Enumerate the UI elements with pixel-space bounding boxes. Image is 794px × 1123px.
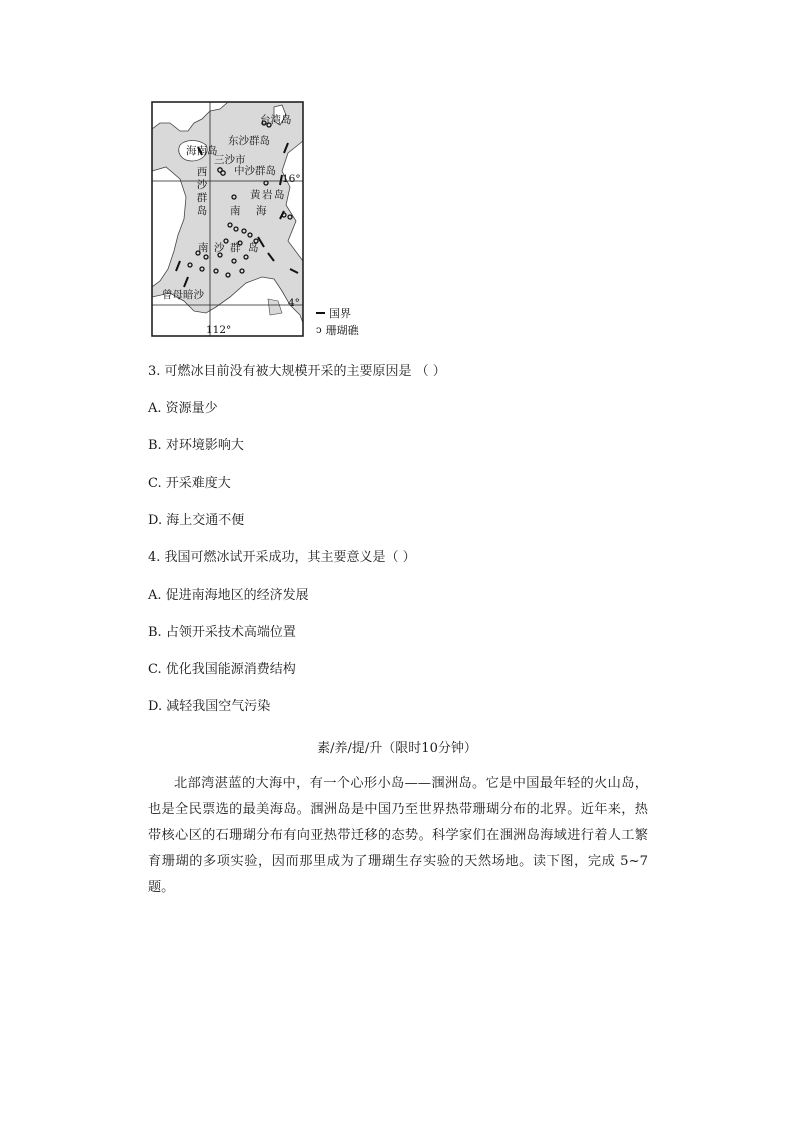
section-title: 素/养/提/升（限时10分钟） [317, 741, 477, 756]
question-3-option-a: A. 资源量少 [148, 401, 218, 416]
label-huangyan-1: 黄 [250, 189, 261, 201]
label-hainan: 海南岛 [186, 145, 218, 157]
south-china-sea-map [150, 101, 380, 339]
question-4-option-c: C. 优化我国能源消费结构 [148, 662, 296, 677]
label-nansha-4: 岛 [248, 242, 259, 254]
legend-reef-label: 珊瑚礁 [325, 324, 359, 337]
label-dongsha: 东沙群岛 [228, 135, 270, 147]
label-nanhai-2: 海 [256, 205, 267, 217]
label-nansha-3: 群 [230, 242, 241, 254]
question-4-option-d: D. 减轻我国空气污染 [148, 699, 271, 714]
label-lat4: 4° [288, 297, 300, 309]
question-4-option-b: B. 占领开采技术高端位置 [148, 625, 296, 640]
label-lon112: 112° [206, 324, 232, 336]
question-4-stem: 4. 我国可燃冰试开采成功，其主要意义是（ ） [148, 550, 416, 565]
question-4-option-a: A. 促进南海地区的经济发展 [148, 588, 309, 603]
coral-reef-icon: ↄ [316, 324, 322, 336]
label-nansha-1: 南 [198, 242, 209, 254]
label-sansha: 三沙市 [214, 154, 246, 166]
label-nanhai-1: 南 [230, 205, 241, 217]
label-lat16: 16° [282, 173, 301, 185]
label-xisha-3: 群 [196, 192, 208, 204]
legend-border [316, 305, 351, 321]
label-xisha-4: 岛 [196, 205, 208, 217]
label-nansha-2: 沙 [214, 242, 225, 254]
question-3-option-d: D. 海上交通不便 [148, 513, 245, 528]
question-3-option-b: B. 对环境影响大 [148, 438, 244, 453]
question-3-stem: 3. 可燃冰目前没有被大规模开采的主要原因是 （ ） [148, 364, 446, 379]
border-line-icon [316, 312, 325, 314]
legend-border-label: 国界 [329, 307, 351, 320]
question-3-option-c: C. 开采难度大 [148, 476, 231, 491]
label-xisha-2: 沙 [196, 179, 208, 191]
label-xisha-1: 西 [196, 166, 208, 178]
label-zengmu: 曾母暗沙 [162, 289, 204, 301]
reading-passage: 北部湾湛蓝的大海中，有一个心形小岛——涠洲岛。它是中国最年轻的火山岛，也是全民票选的最美海岛。涠洲岛是中国乃至世界热带珊瑚分布的北界。近年来，热带核心区的石珊瑚分布有向亚热带迁移的态势。科学家们在涠洲岛海域进行着人工繁育珊瑚的多项实验，因而那里成为了珊瑚生存实验的天然场地。读下图，完成 5~7 题。 [148, 776, 648, 895]
legend-reef [316, 322, 359, 338]
label-zhongsha: 中沙群岛 [234, 165, 276, 177]
label-huangyan-3: 岛 [274, 189, 285, 201]
label-huangyan-2: 岩 [262, 189, 273, 201]
label-taiwan: 台湾岛 [260, 114, 292, 126]
